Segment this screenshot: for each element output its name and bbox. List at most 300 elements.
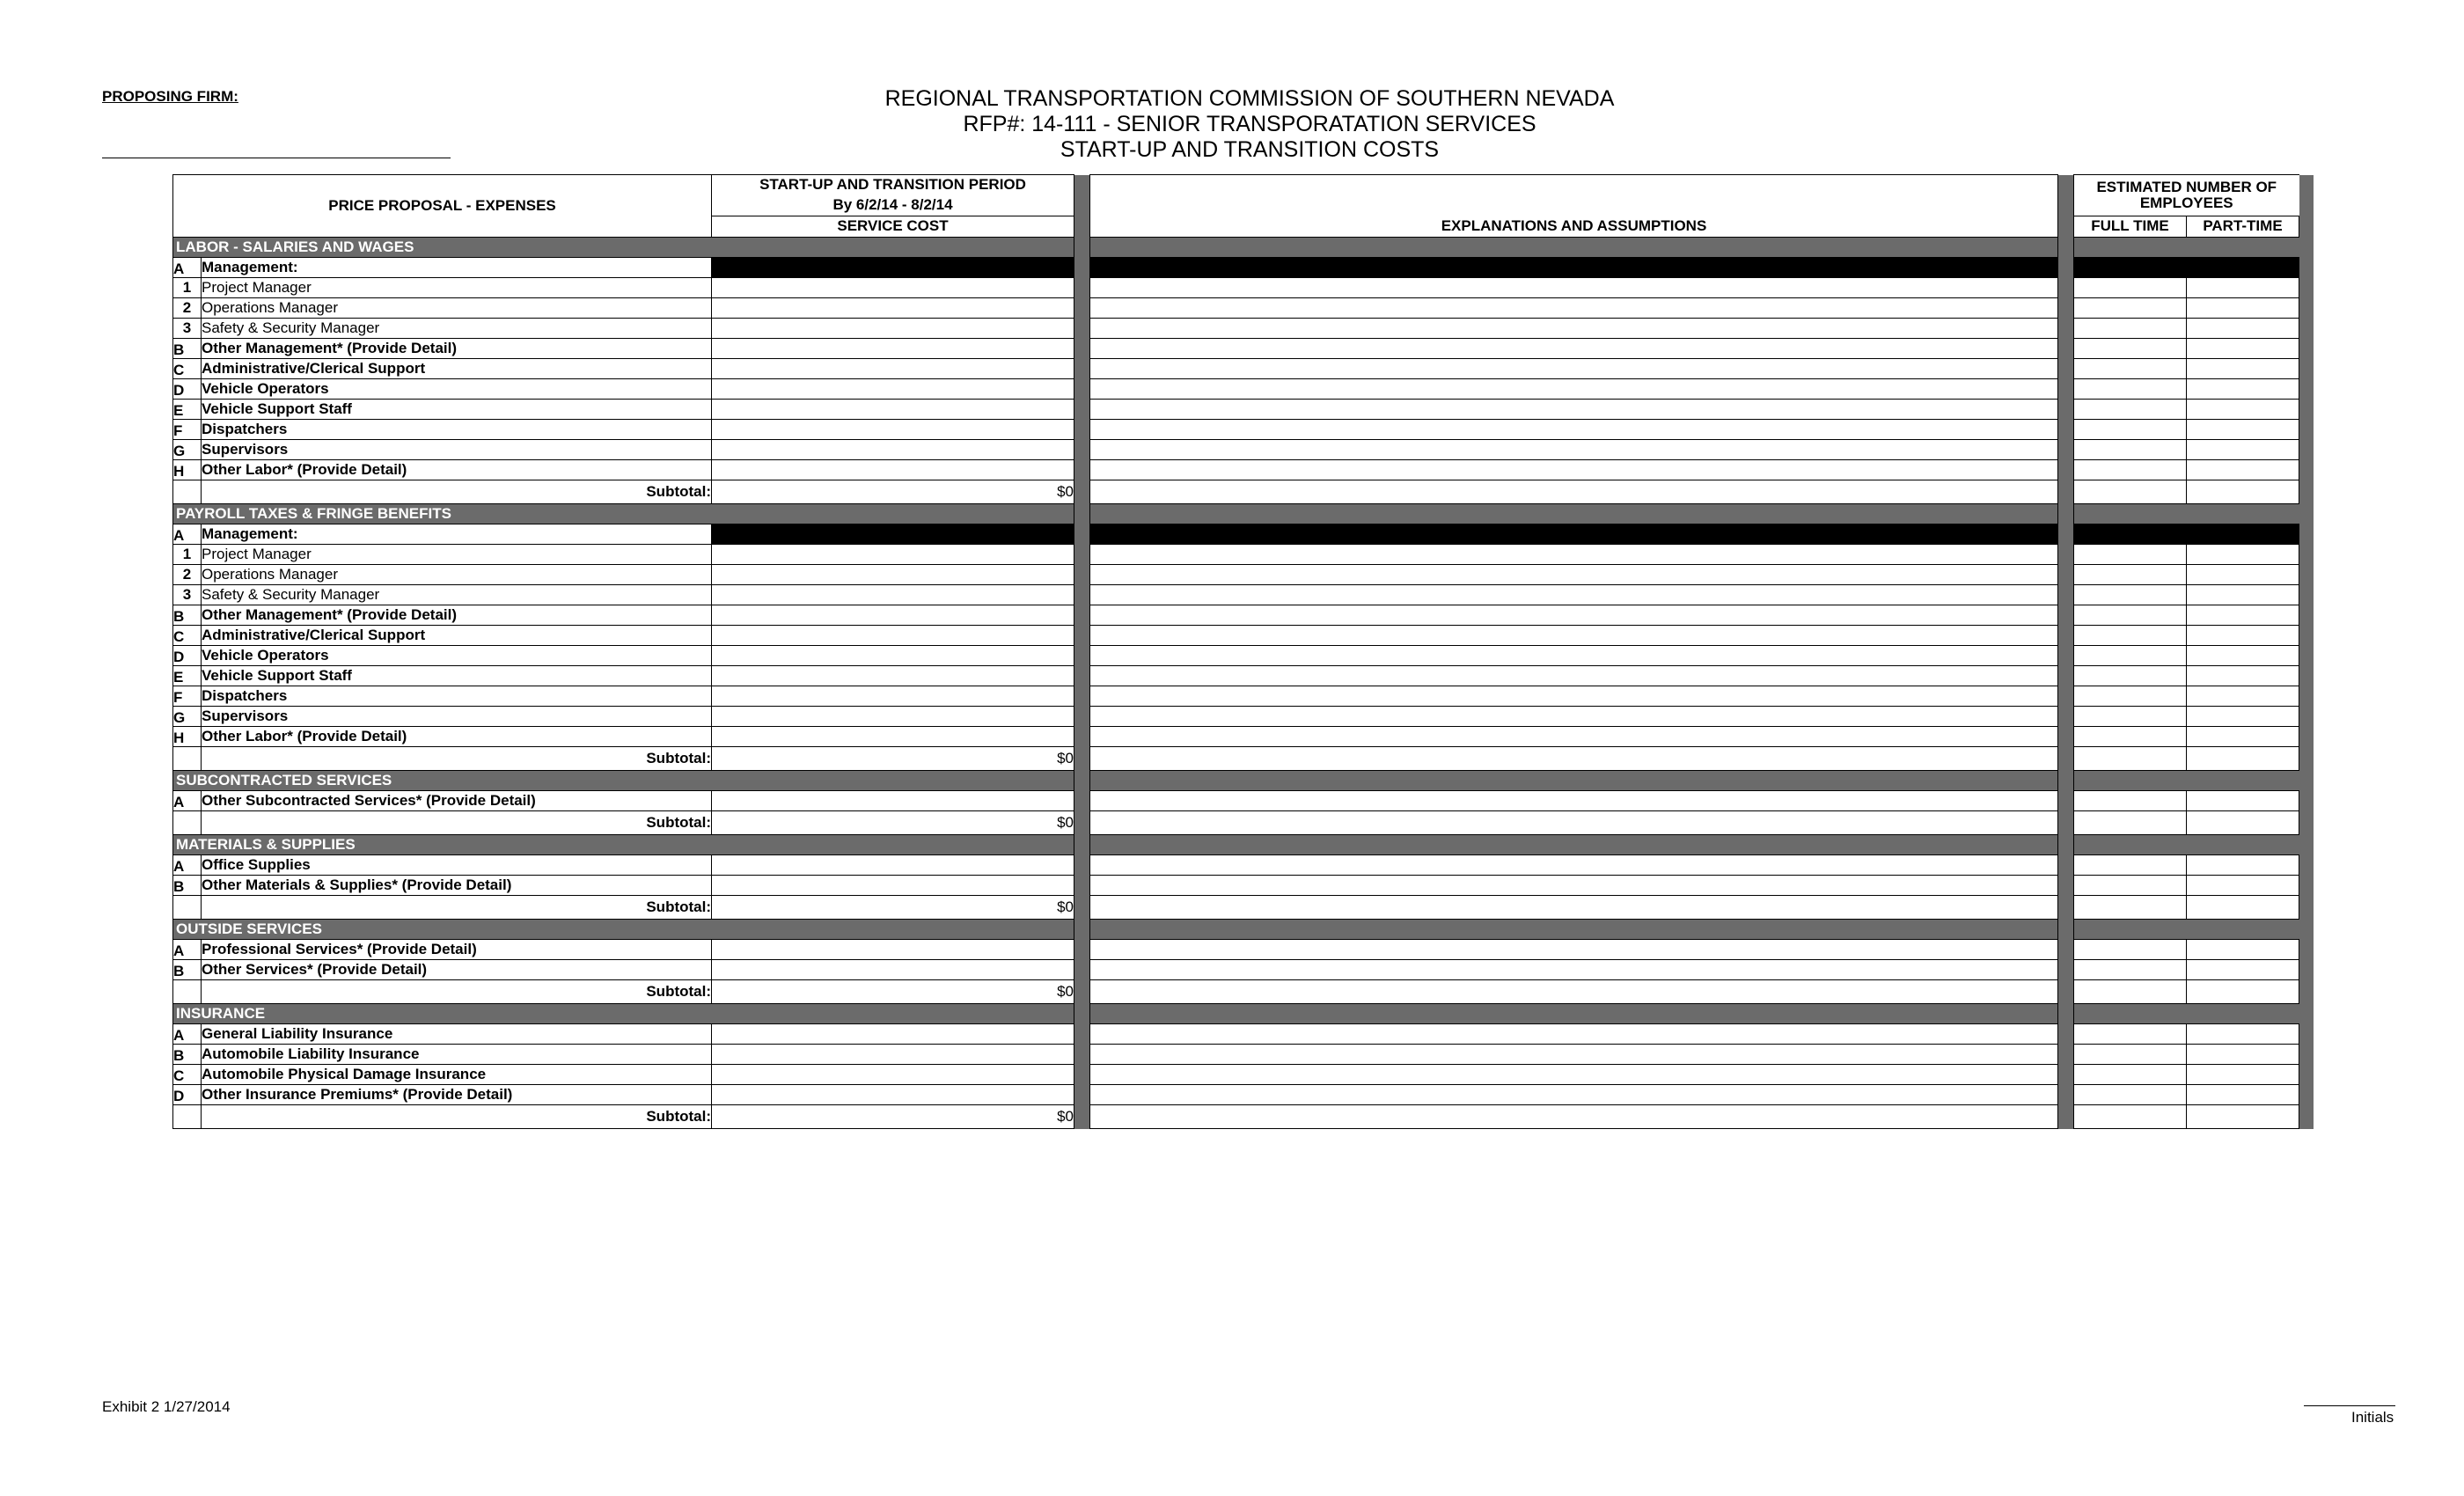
- part-time-input[interactable]: [2187, 359, 2299, 379]
- full-time-input[interactable]: [2074, 565, 2187, 585]
- explanation-input[interactable]: [1090, 420, 2058, 440]
- part-time-input[interactable]: [2187, 1065, 2299, 1085]
- explanation-input[interactable]: [1090, 319, 2058, 339]
- blacked-out-cell: [1090, 524, 2058, 545]
- line-item-code: H: [173, 460, 202, 480]
- separator: [2058, 524, 2074, 545]
- line-item-code: 3: [173, 319, 202, 339]
- separator: [1074, 440, 1090, 460]
- subtotal-label: Subtotal:: [202, 896, 712, 920]
- section-band-fill: [2074, 504, 2299, 524]
- separator: [1074, 480, 1090, 504]
- line-item-code: D: [173, 379, 202, 400]
- right-edge: [2299, 626, 2314, 646]
- subtotal-row: [173, 480, 2314, 504]
- service-cost-input[interactable]: [712, 1085, 1074, 1105]
- subtotal-explanation-input[interactable]: [1090, 480, 2058, 504]
- separator: [1074, 278, 1090, 298]
- separator: [1074, 258, 1090, 278]
- full-time-input[interactable]: [2074, 940, 2187, 960]
- line-item-label: Management:: [202, 258, 712, 278]
- section-band-fill: [2074, 771, 2299, 791]
- subtotal-code-cell: [173, 811, 202, 835]
- right-edge: [2299, 980, 2314, 1004]
- subtotal-row: [173, 811, 2314, 835]
- explanation-input[interactable]: [1090, 605, 2058, 626]
- full-time-input[interactable]: [2074, 440, 2187, 460]
- service-cost-input[interactable]: [712, 400, 1074, 420]
- explanations-header: EXPLANATIONS AND ASSUMPTIONS: [1090, 216, 2058, 237]
- period-header-line1: START-UP AND TRANSITION PERIOD: [712, 175, 1074, 195]
- line-item-row: [173, 440, 2314, 460]
- service-cost-input[interactable]: [712, 707, 1074, 727]
- line-item-code: B: [173, 876, 202, 896]
- service-cost-input[interactable]: [712, 298, 1074, 319]
- part-time-input[interactable]: [2187, 545, 2299, 565]
- section-band-fill: [1090, 771, 2058, 791]
- line-item-label: Supervisors: [202, 707, 712, 727]
- line-item-row: [173, 359, 2314, 379]
- part-time-input[interactable]: [2187, 686, 2299, 707]
- part-time-input[interactable]: [2187, 278, 2299, 298]
- subtotal-explanation-input[interactable]: [1090, 896, 2058, 920]
- line-item-label: Other Materials & Supplies* (Provide Detail): [202, 876, 712, 896]
- line-item-row: [173, 258, 2314, 278]
- separator: [1074, 686, 1090, 707]
- service-cost-input[interactable]: [712, 379, 1074, 400]
- separator: [1074, 605, 1090, 626]
- line-item-label: Administrative/Clerical Support: [202, 359, 712, 379]
- title-line-3: START-UP AND TRANSITION COSTS: [1060, 137, 1440, 162]
- part-time-input[interactable]: [2187, 379, 2299, 400]
- full-time-input[interactable]: [2074, 791, 2187, 811]
- full-time-input[interactable]: [2074, 605, 2187, 626]
- separator: [1074, 1065, 1090, 1085]
- explanation-input[interactable]: [1090, 855, 2058, 876]
- explanation-input[interactable]: [1090, 278, 2058, 298]
- explanation-input[interactable]: [1090, 359, 2058, 379]
- line-item-code: 1: [173, 278, 202, 298]
- subtotal-code-cell: [173, 747, 202, 771]
- line-item-row: [173, 420, 2314, 440]
- line-item-code: 2: [173, 298, 202, 319]
- part-time-input[interactable]: [2187, 605, 2299, 626]
- line-item-code: C: [173, 1065, 202, 1085]
- subtotal-label: Subtotal:: [202, 811, 712, 835]
- subtotal-row: [173, 896, 2314, 920]
- explanation-input[interactable]: [1090, 686, 2058, 707]
- separator: [2058, 1024, 2074, 1045]
- separator: [2058, 920, 2074, 940]
- subtotal-value: $0: [712, 1105, 1074, 1129]
- full-time-input[interactable]: [2074, 420, 2187, 440]
- part-time-input[interactable]: [2187, 940, 2299, 960]
- service-cost-input[interactable]: [712, 646, 1074, 666]
- line-item-row: [173, 855, 2314, 876]
- subtotal-full-time-input[interactable]: [2074, 980, 2187, 1004]
- separator: [2058, 400, 2074, 420]
- part-time-input[interactable]: [2187, 960, 2299, 980]
- subtotal-part-time-input[interactable]: [2187, 896, 2299, 920]
- blacked-out-cell: [2187, 258, 2299, 278]
- line-item-label: Management:: [202, 524, 712, 545]
- line-item-label: Vehicle Operators: [202, 379, 712, 400]
- subtotal-explanation-input[interactable]: [1090, 747, 2058, 771]
- line-item-row: [173, 686, 2314, 707]
- service-cost-input[interactable]: [712, 545, 1074, 565]
- line-item-code: D: [173, 646, 202, 666]
- line-item-row: [173, 545, 2314, 565]
- right-edge: [2299, 1004, 2314, 1024]
- separator: [1074, 896, 1090, 920]
- separator: [2058, 980, 2074, 1004]
- right-edge: [2299, 1085, 2314, 1105]
- explanation-input[interactable]: [1090, 646, 2058, 666]
- subtotal-label: Subtotal:: [202, 980, 712, 1004]
- expenses-header: PRICE PROPOSAL - EXPENSES: [173, 175, 712, 238]
- part-time-input[interactable]: [2187, 1085, 2299, 1105]
- full-time-input[interactable]: [2074, 1024, 2187, 1045]
- service-cost-input[interactable]: [712, 460, 1074, 480]
- part-time-input[interactable]: [2187, 298, 2299, 319]
- subtotal-full-time-input[interactable]: [2074, 747, 2187, 771]
- service-cost-input[interactable]: [712, 1065, 1074, 1085]
- line-item-code: 1: [173, 545, 202, 565]
- full-time-input[interactable]: [2074, 686, 2187, 707]
- explanation-input[interactable]: [1090, 460, 2058, 480]
- explanation-input[interactable]: [1090, 339, 2058, 359]
- line-item-code: H: [173, 727, 202, 747]
- separator: [1074, 876, 1090, 896]
- line-item-label: Vehicle Support Staff: [202, 400, 712, 420]
- separator: [2058, 339, 2074, 359]
- right-edge: [2299, 855, 2314, 876]
- line-item-code: A: [173, 855, 202, 876]
- line-item-row: [173, 646, 2314, 666]
- right-edge: [2299, 835, 2314, 855]
- explanation-input[interactable]: [1090, 1065, 2058, 1085]
- subtotal-label: Subtotal:: [202, 1105, 712, 1129]
- explanation-input[interactable]: [1090, 400, 2058, 420]
- subtotal-code-cell: [173, 1105, 202, 1129]
- subtotal-full-time-input[interactable]: [2074, 811, 2187, 835]
- separator: [1074, 1045, 1090, 1065]
- full-time-input[interactable]: [2074, 359, 2187, 379]
- right-edge: [2299, 686, 2314, 707]
- right-edge: [2299, 1045, 2314, 1065]
- line-item-code: B: [173, 960, 202, 980]
- separator: [2058, 646, 2074, 666]
- right-edge: [2299, 238, 2314, 258]
- subtotal-part-time-input[interactable]: [2187, 747, 2299, 771]
- right-edge: [2299, 666, 2314, 686]
- service-cost-input[interactable]: [712, 1024, 1074, 1045]
- separator: [2058, 896, 2074, 920]
- subtotal-part-time-input[interactable]: [2187, 980, 2299, 1004]
- right-edge: [2299, 1065, 2314, 1085]
- line-item-code: 3: [173, 585, 202, 605]
- explanation-input[interactable]: [1090, 791, 2058, 811]
- part-time-input[interactable]: [2187, 565, 2299, 585]
- line-item-row: [173, 626, 2314, 646]
- line-item-label: Administrative/Clerical Support: [202, 626, 712, 646]
- separator: [2058, 811, 2074, 835]
- separator-2: [2058, 175, 2074, 238]
- line-item-label: Safety & Security Manager: [202, 585, 712, 605]
- full-time-input[interactable]: [2074, 319, 2187, 339]
- right-edge: [2299, 920, 2314, 940]
- subtotal-code-cell: [173, 480, 202, 504]
- full-time-input[interactable]: [2074, 727, 2187, 747]
- part-time-input[interactable]: [2187, 791, 2299, 811]
- service-cost-input[interactable]: [712, 666, 1074, 686]
- explanation-input[interactable]: [1090, 1045, 2058, 1065]
- section-title: SUBCONTRACTED SERVICES: [173, 771, 1074, 791]
- subtotal-label: Subtotal:: [202, 480, 712, 504]
- section-title: LABOR - SALARIES AND WAGES: [173, 238, 1074, 258]
- explanation-input[interactable]: [1090, 707, 2058, 727]
- full-time-input[interactable]: [2074, 1065, 2187, 1085]
- part-time-input[interactable]: [2187, 460, 2299, 480]
- full-time-input[interactable]: [2074, 1085, 2187, 1105]
- full-time-input[interactable]: [2074, 855, 2187, 876]
- right-edge: [2299, 298, 2314, 319]
- part-time-input[interactable]: [2187, 400, 2299, 420]
- service-cost-input[interactable]: [712, 319, 1074, 339]
- separator: [1074, 920, 1090, 940]
- section-band-fill: [2074, 1004, 2299, 1024]
- section-header-row: [173, 771, 2314, 791]
- separator: [1074, 666, 1090, 686]
- section-title: PAYROLL TAXES & FRINGE BENEFITS: [173, 504, 1074, 524]
- explanation-input[interactable]: [1090, 727, 2058, 747]
- section-header-row: [173, 504, 2314, 524]
- part-time-input[interactable]: [2187, 420, 2299, 440]
- subtotal-explanation-input[interactable]: [1090, 811, 2058, 835]
- part-time-input[interactable]: [2187, 666, 2299, 686]
- separator: [1074, 646, 1090, 666]
- section-band-fill: [1090, 920, 2058, 940]
- subtotal-full-time-input[interactable]: [2074, 896, 2187, 920]
- part-time-input[interactable]: [2187, 339, 2299, 359]
- line-item-label: Project Manager: [202, 278, 712, 298]
- line-item-row: [173, 707, 2314, 727]
- service-cost-input[interactable]: [712, 339, 1074, 359]
- right-edge: [2299, 278, 2314, 298]
- right-edge: [2299, 876, 2314, 896]
- service-cost-input[interactable]: [712, 727, 1074, 747]
- subtotal-explanation-input[interactable]: [1090, 1105, 2058, 1129]
- blacked-out-cell: [712, 524, 1074, 545]
- full-time-input[interactable]: [2074, 876, 2187, 896]
- explanation-input[interactable]: [1090, 379, 2058, 400]
- line-item-row: [173, 565, 2314, 585]
- line-item-row: [173, 379, 2314, 400]
- part-time-input[interactable]: [2187, 646, 2299, 666]
- separator: [2058, 480, 2074, 504]
- part-time-input[interactable]: [2187, 585, 2299, 605]
- service-cost-input[interactable]: [712, 626, 1074, 646]
- explanation-input[interactable]: [1090, 585, 2058, 605]
- line-item-label: Operations Manager: [202, 565, 712, 585]
- line-item-code: G: [173, 440, 202, 460]
- explanation-input[interactable]: [1090, 666, 2058, 686]
- separator: [1074, 771, 1090, 791]
- blacked-out-cell: [712, 258, 1074, 278]
- line-item-label: Project Manager: [202, 545, 712, 565]
- full-time-input[interactable]: [2074, 400, 2187, 420]
- explanation-input[interactable]: [1090, 626, 2058, 646]
- subtotal-full-time-input[interactable]: [2074, 480, 2187, 504]
- line-item-code: B: [173, 605, 202, 626]
- header-row-1: [173, 175, 2314, 195]
- explanation-input[interactable]: [1090, 440, 2058, 460]
- service-cost-input[interactable]: [712, 585, 1074, 605]
- right-edge: [2299, 585, 2314, 605]
- section-band-fill: [1090, 504, 2058, 524]
- service-cost-input[interactable]: [712, 1045, 1074, 1065]
- separator: [2058, 420, 2074, 440]
- explanation-input[interactable]: [1090, 876, 2058, 896]
- full-time-input[interactable]: [2074, 585, 2187, 605]
- title-line-2: RFP#: 14-111 - SENIOR TRANSPORATATION SERVICES: [963, 112, 1536, 136]
- explanation-input[interactable]: [1090, 940, 2058, 960]
- separator: [2058, 565, 2074, 585]
- right-edge: [2299, 319, 2314, 339]
- line-item-label: Other Management* (Provide Detail): [202, 605, 712, 626]
- full-time-input[interactable]: [2074, 278, 2187, 298]
- service-cost-input[interactable]: [712, 855, 1074, 876]
- part-time-input[interactable]: [2187, 440, 2299, 460]
- explanation-input[interactable]: [1090, 1024, 2058, 1045]
- employees-header: ESTIMATED NUMBER OF EMPLOYEES: [2074, 175, 2299, 216]
- service-cost-input[interactable]: [712, 420, 1074, 440]
- right-edge: [2299, 420, 2314, 440]
- line-item-row: [173, 605, 2314, 626]
- subtotal-value: $0: [712, 480, 1074, 504]
- separator: [2058, 460, 2074, 480]
- part-time-input[interactable]: [2187, 707, 2299, 727]
- full-time-input[interactable]: [2074, 545, 2187, 565]
- service-cost-input[interactable]: [712, 565, 1074, 585]
- separator: [2058, 707, 2074, 727]
- part-time-input[interactable]: [2187, 1045, 2299, 1065]
- subtotal-part-time-input[interactable]: [2187, 480, 2299, 504]
- separator: [1074, 379, 1090, 400]
- full-time-input[interactable]: [2074, 960, 2187, 980]
- part-time-input[interactable]: [2187, 626, 2299, 646]
- explanation-input[interactable]: [1090, 565, 2058, 585]
- subtotal-explanation-input[interactable]: [1090, 980, 2058, 1004]
- line-item-label: Dispatchers: [202, 420, 712, 440]
- right-edge: [2299, 896, 2314, 920]
- service-cost-input[interactable]: [712, 359, 1074, 379]
- full-time-input[interactable]: [2074, 1045, 2187, 1065]
- separator: [1074, 1004, 1090, 1024]
- proposing-firm-label: PROPOSING FIRM:: [102, 88, 238, 105]
- full-time-input[interactable]: [2074, 707, 2187, 727]
- subtotal-row: [173, 980, 2314, 1004]
- line-item-code: C: [173, 626, 202, 646]
- right-edge: [2299, 605, 2314, 626]
- initials-line: [2304, 1405, 2395, 1406]
- service-cost-input[interactable]: [712, 278, 1074, 298]
- subtotal-part-time-input[interactable]: [2187, 811, 2299, 835]
- explanation-input[interactable]: [1090, 545, 2058, 565]
- separator: [1074, 1085, 1090, 1105]
- line-item-code: G: [173, 707, 202, 727]
- full-time-input[interactable]: [2074, 646, 2187, 666]
- line-item-label: Other Services* (Provide Detail): [202, 960, 712, 980]
- separator: [1074, 727, 1090, 747]
- right-edge: [2299, 646, 2314, 666]
- separator: [1074, 359, 1090, 379]
- service-cost-input[interactable]: [712, 940, 1074, 960]
- subtotal-code-cell: [173, 980, 202, 1004]
- separator: [1074, 1105, 1090, 1129]
- part-time-input[interactable]: [2187, 319, 2299, 339]
- explanation-input[interactable]: [1090, 1085, 2058, 1105]
- full-time-input[interactable]: [2074, 339, 2187, 359]
- separator: [1074, 1024, 1090, 1045]
- full-time-input[interactable]: [2074, 460, 2187, 480]
- line-item-label: Automobile Physical Damage Insurance: [202, 1065, 712, 1085]
- full-time-input[interactable]: [2074, 626, 2187, 646]
- service-cost-input[interactable]: [712, 876, 1074, 896]
- service-cost-input[interactable]: [712, 605, 1074, 626]
- line-item-row: [173, 460, 2314, 480]
- line-item-row: [173, 319, 2314, 339]
- service-cost-input[interactable]: [712, 791, 1074, 811]
- full-time-input[interactable]: [2074, 379, 2187, 400]
- line-item-code: A: [173, 1024, 202, 1045]
- subtotal-part-time-input[interactable]: [2187, 1105, 2299, 1129]
- right-edge: [2299, 747, 2314, 771]
- part-time-input[interactable]: [2187, 855, 2299, 876]
- right-edge: [2299, 960, 2314, 980]
- section-title: OUTSIDE SERVICES: [173, 920, 1074, 940]
- separator: [2058, 605, 2074, 626]
- service-cost-input[interactable]: [712, 440, 1074, 460]
- section-header-row: [173, 835, 2314, 855]
- separator: [2058, 359, 2074, 379]
- service-cost-input[interactable]: [712, 960, 1074, 980]
- part-time-input[interactable]: [2187, 727, 2299, 747]
- separator: [1074, 420, 1090, 440]
- line-item-row: [173, 1024, 2314, 1045]
- line-item-label: Office Supplies: [202, 855, 712, 876]
- full-time-input[interactable]: [2074, 666, 2187, 686]
- section-header-row: [173, 1004, 2314, 1024]
- line-item-label: Other Management* (Provide Detail): [202, 339, 712, 359]
- right-edge: [2299, 707, 2314, 727]
- service-cost-input[interactable]: [712, 686, 1074, 707]
- part-time-input[interactable]: [2187, 1024, 2299, 1045]
- line-item-code: F: [173, 686, 202, 707]
- line-item-label: Professional Services* (Provide Detail): [202, 940, 712, 960]
- right-edge: [2299, 545, 2314, 565]
- separator: [2058, 545, 2074, 565]
- section-band-fill: [2074, 835, 2299, 855]
- explanation-input[interactable]: [1090, 960, 2058, 980]
- explanation-input[interactable]: [1090, 298, 2058, 319]
- line-item-row: [173, 876, 2314, 896]
- section-band-fill: [2074, 920, 2299, 940]
- part-time-input[interactable]: [2187, 876, 2299, 896]
- subtotal-full-time-input[interactable]: [2074, 1105, 2187, 1129]
- full-time-input[interactable]: [2074, 298, 2187, 319]
- separator: [1074, 504, 1090, 524]
